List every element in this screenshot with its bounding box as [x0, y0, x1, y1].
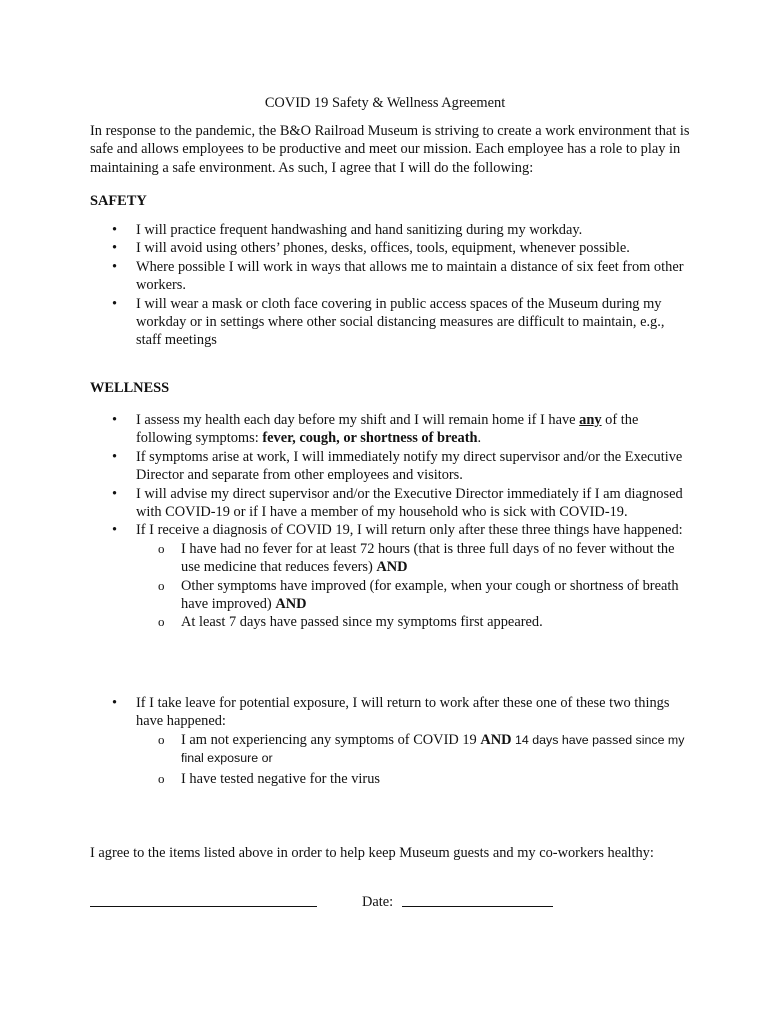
list-item — [112, 411, 692, 448]
and-label: AND — [275, 596, 307, 613]
list-item: • If symptoms arise at work, I will immediately notify my direct supervisor and/or the Executive Director and separate from other employees and visitors. — [112, 448, 692, 485]
agreement-statement: I agree to the items listed above in order to help keep Museum guests and my co-workers healthy: — [90, 845, 654, 861]
wellness-heading: WELLNESS — [90, 380, 170, 396]
leave-list — [112, 694, 692, 788]
list-item — [112, 521, 692, 631]
signature-line[interactable] — [90, 906, 317, 907]
item-text: . — [477, 430, 482, 447]
list-item: • I will practice frequent handwashing and hand sanitizing during my workday. — [112, 221, 692, 239]
return-conditions-list — [112, 540, 692, 632]
item-text: of the following symptoms: — [136, 412, 639, 447]
symptoms-list: fever, cough, or shortness of breath — [262, 430, 478, 447]
list-item: • I will avoid using others’ phones, desks, offices, tools, equipment, whenever possible. — [112, 239, 692, 257]
date-label: Date: — [362, 894, 394, 910]
date-line[interactable] — [402, 906, 553, 907]
list-item: • I will wear a mask or cloth face covering in public access spaces of the Museum during my workday or in settings where other social distancing measures are difficult to maintain, e.g., staff meetings — [112, 295, 692, 350]
list-item: • Where possible I will work in ways that allows me to maintain a distance of six feet from other workers. — [112, 258, 692, 295]
item-text: If I take leave for potential exposure, I will return to work after these one of these two things have happened: — [136, 695, 670, 730]
sub-list-item: o I am not experiencing any symptoms of COVID 19 AND 14 days have passed since my final exposure or — [112, 731, 692, 768]
and-label: AND — [480, 731, 512, 748]
sub-list-item: o I have had no fever for at least 72 hours (that is three full days of no fever without the use medicine that reduces fevers) AND — [112, 540, 692, 577]
sub-list-item: o At least 7 days have passed since my symptoms first appeared. — [112, 613, 692, 631]
list-item: • I will advise my direct supervisor and/or the Executive Director immediately if I am diagnosed with COVID-19 or if I have a member of my household who is sick with COVID-19. — [112, 485, 692, 522]
and-label: AND — [376, 559, 408, 576]
safety-heading: SAFETY — [90, 193, 147, 209]
wellness-list — [112, 411, 692, 632]
list-item — [112, 694, 692, 788]
item-text: If I receive a diagnosis of COVID 19, I will return only after these three things have happened: — [136, 522, 683, 539]
document-title: COVID 19 Safety & Wellness Agreement — [264, 95, 506, 111]
leave-conditions-list — [112, 731, 692, 788]
intro-paragraph: In response to the pandemic, the B&O Railroad Museum is striving to create a work environment that is safe and allows employees to be productive and meet our mission. Each employee has a role to play in maintaining a safe environment. As such, I agree that I will do the following: — [90, 123, 690, 176]
safety-list — [112, 221, 692, 350]
emphasis-any: any — [579, 412, 602, 428]
item-text: I assess my health each day before my shift and I will remain home if I have — [136, 412, 580, 428]
sub-list-item: o Other symptoms have improved (for example, when your cough or shortness of breath have improved) AND — [112, 577, 692, 614]
sub-list-item: o I have tested negative for the virus — [112, 770, 692, 788]
